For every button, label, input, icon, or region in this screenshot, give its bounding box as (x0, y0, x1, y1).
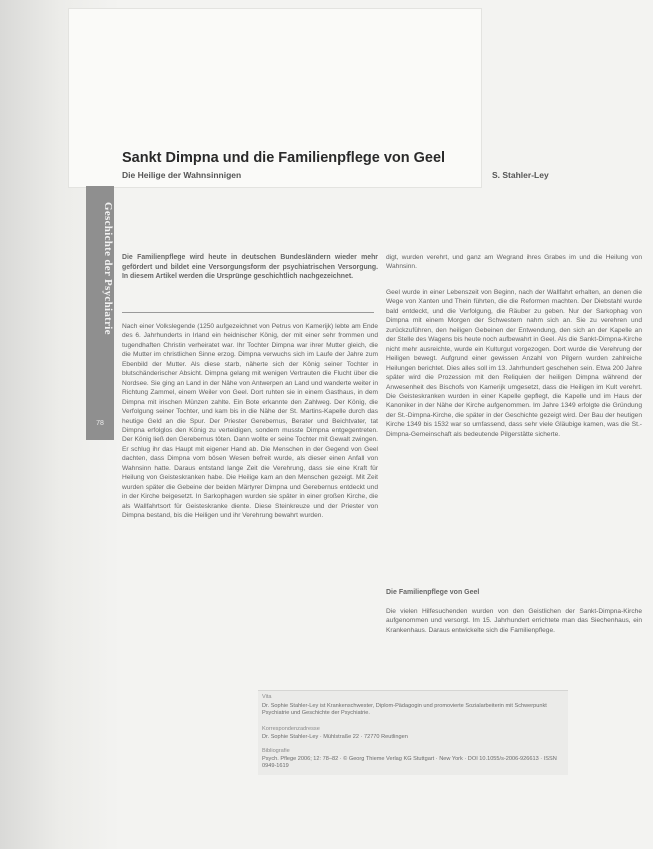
contact-label: Korrespondenzadresse (262, 726, 320, 732)
section-heading: Die Familienpflege von Geel (386, 589, 480, 596)
article-author: S. Stahler-Ley (492, 170, 549, 180)
body-column-2-intro: digt, wurden verehrt, und ganz am Wegrand ihres Grabes im und die Heilung von Wahnsinn. (386, 254, 642, 271)
bibliography-text: Psych. Pflege 2006; 12: 78–82 · © Georg Thieme Verlag KG Stuttgart · New York · DOI 10.1055/s-2006-926613 · ISSN 0949-1619 (262, 756, 557, 770)
bibliography-label: Bibliografie (262, 748, 290, 754)
lead-divider (122, 312, 374, 313)
vita-label: Vita (262, 694, 272, 700)
body-column-3: Die vielen Hilfesuchenden wurden von den Geistlichen der Sankt-Dimpna-Kirche aufgenommen und versorgt. Im 15. Jahrhundert errichtete man das Siechenhaus, ein Krankenhaus. Daraus entwickelte sich die Familienpflege. (386, 608, 642, 634)
article-title: Sankt Dimpna und die Familienpflege von Geel (122, 150, 446, 166)
article-subtitle: Die Heilige der Wahnsinnigen (122, 170, 242, 180)
page-number: 78 (96, 420, 104, 427)
body-column-2: Geel wurde in einer Lebenszeit von Beginn, nach der Wallfahrt erhalten, an denen die Wege von Xanten und Thein führten, die die Reformen machten. Der Diebstahl wurde bald entdeckt, und die Verfolgung, die Räuber zu geben. Nur der Sarkophag von Dimpna mit einem Morgen der Schwestern nahm sich an. Sie zu verehren und zurückzuführen, den heiligen Gebeinen der Entwendung, den sich an der Kapelle an der Stelle des Wagens bis heute noch aufbewahrt in Geel. Als die Sankt-Dimpna-Kirche nicht mehr ausreichte, wurde ein Kulturgut vorgezogen. Dort wurde die Verehrung der Heiligen bewegt. Aufgrund einer gewissen Anzahl von Pilgern wurden zahlreiche Heilungen berichtet. Dies alles soll im 13. Jahrhundert geschehen sein. Etwa 200 Jahre später wird die Prozession mit den Reliquien der heiligen Dimpna während der Anwesenheit des Bischofs von Kamerijk umgesetzt, dass die Heiligen im Kult verehrt. Die Geisteskranken wurden in einer Kapelle gepflegt, die Kapelle und im Haus der Kanoniker in der Nähe der Kirche aufgenommen. Im Jahre 1349 erfolgte die Gründung der St.-Dimpna-Kirche, die später in der Geschichte gezeigt wird. Der Bau der heutigen Kirche 1349 bis 1532 war so umfassend, dass sehr viele Gläubige kamen, was die St.-Dimpna-Gemeinschaft als bedeutende Pilgerstätte sicherte. (386, 289, 642, 438)
section-tab-label: Geschichte der Psychiatrie (102, 201, 114, 335)
article-lead: Die Familienpflege wird heute in deutschen Bundesländern wieder mehr gefördert und bildet eine Versorgungsform der psychiatrischen Versorgung. In diesem Artikel werden die Ursprünge geschichtlich nachgezeichnet. (122, 254, 378, 281)
vita-text: Dr. Sophie Stahler-Ley ist Krankenschwester, Diplom-Pädagogin und promovierte Sozialarbeiterin mit Schwerpunkt Psychiatrie und Geschichte der Psychiatrie. (262, 703, 547, 717)
contact-text: Dr. Sophie Stahler-Ley · Mühlstraße 22 · 72770 Reutlingen (262, 734, 408, 740)
body-column-1: Nach einer Volkslegende (1250 aufgezeichnet von Petrus von Kamerijk) lebte am Ende des 6. Jahrhunderts in Irland ein heidnischer König, der mit einer sehr frommen und tugendhaften Christin verheiratet war. Ihr Tochter Dimpna war ihrer Mutter gleich, die die Mutter im christlichen Sinne erzog. Dimpna verwuchs sich im Laufe der Jahre zum Ebenbild der Mutter. Als diese starb, näherte sich der König seiner Tochter in blutschänderischer Absicht. Dimpna gelang mit wenigen Vertrauten die Flucht über die Nordsee. Sie ging an Land in der Nähe von Antwerpen an Land und wanderte weiter in Richtung Zammel, einem Weiler von Geel. Dort ruhten sie in einem Gasthaus, in dem Dimpna mit irischen Münzen zahlte. Ein Bote erkannte den Zahlweg. Der König, die Verfolgung seiner Tochter, und kam bis in die Nähe der St. Martins-Kapelle durch das heutige Geld an die Spur. Der Priester Gerebernus, Berater und Beichtvater, tat Dimpna erfolglos den König zu verteidigen, sondern musste Dimpna entgegentreten. Der König ließ den Gerebernus töten. Dann wollte er seine Tochter mit Gewalt zwingen. Er schlug ihr das Haupt mit eigener Hand ab. Die Menschen in der Gegend von Geel dachten, dass Dimpna vom bösen Wesen befreit wurde, als dieser einen Anfall von Wahnsinn hatte. Daraus entstand lange Zeit die Verehrung, dass sie eine Kraft für Heilung von Geisteskranken habe. Die Heilige kam an den Menschen gezeigt. Mit Zeit wurden später die Gebeine der beiden Märtyrer Dimpna und Gerebernus entdeckt und in der Kirche beigesetzt. In Sarkophagen wurden sie später in einer großen Kirche, die als Wallfahrtsort für Geisteskranke diente. Diese Steinkreuze und der Priester von Dimpna bestand, bis die Heiligen und ihr Verehrung bewahrt wurden. (122, 323, 378, 520)
